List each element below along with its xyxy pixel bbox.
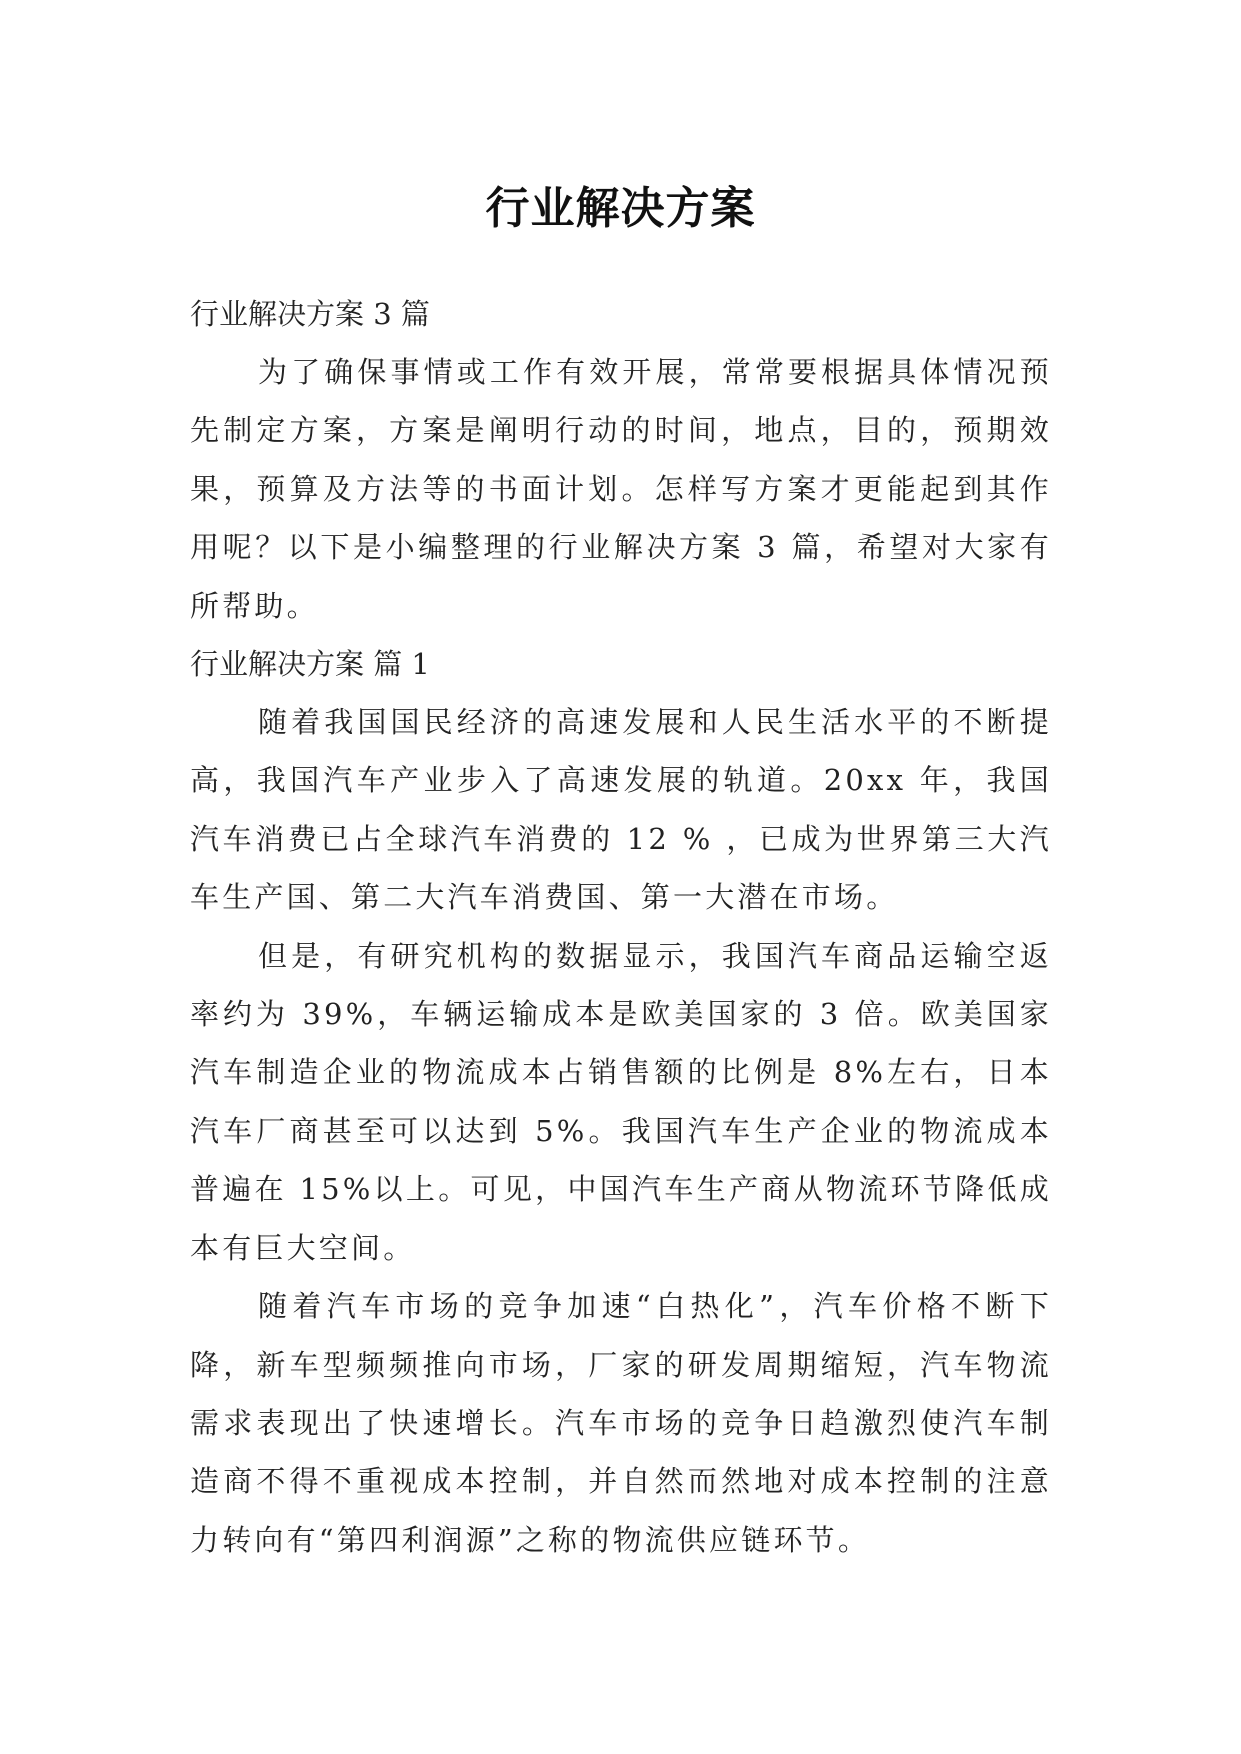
section-heading: 行业解决方案 篇 1 bbox=[190, 647, 430, 682]
body-paragraph: 随着我国国民经济的高速发展和人民生活水平的不断提高，我国汽车产业步入了高速发展的轨道。20xx 年，我国汽车消费已占全球汽车消费的 12 % ，已成为世界第三大汽车生产国、第二大汽车消费国、第一大潜在市场。 bbox=[190, 705, 1052, 915]
body-paragraph: 但是，有研究机构的数据显示，我国汽车商品运输空返率约为 39%，车辆运输成本是欧美国家的 3 倍。欧美国家汽车制造企业的物流成本占销售额的比例是 8%左右，日本汽车厂商甚至可以达到 5%。我国汽车生产企业的物流成本普遍在 15%以上。可见，中国汽车生产商从物流环节降低成本有巨大空间。 bbox=[190, 938, 1052, 1265]
document-body bbox=[190, 285, 1052, 1569]
body-paragraph: 随着汽车市场的竞争加速“白热化”，汽车价格不断下降，新车型频频推向市场，厂家的研发周期缩短，汽车物流需求表现出了快速增长。汽车市场的竞争日趋激烈使汽车制造商不得不重视成本控制，并自然而然地对成本控制的注意力转向有“第四利润源”之称的物流供应链环节。 bbox=[190, 1289, 1052, 1557]
intro-paragraph: 为了确保事情或工作有效开展，常常要根据具体情况预先制定方案，方案是阐明行动的时间，地点，目的，预期效果，预算及方法等的书面计划。怎样写方案才更能起到其作用呢？以下是小编整理的行业解决方案 3 篇，希望对大家有所帮助。 bbox=[190, 355, 1052, 623]
document-subtitle: 行业解决方案 3 篇 bbox=[190, 297, 430, 331]
document-title: 行业解决方案 bbox=[485, 183, 756, 235]
